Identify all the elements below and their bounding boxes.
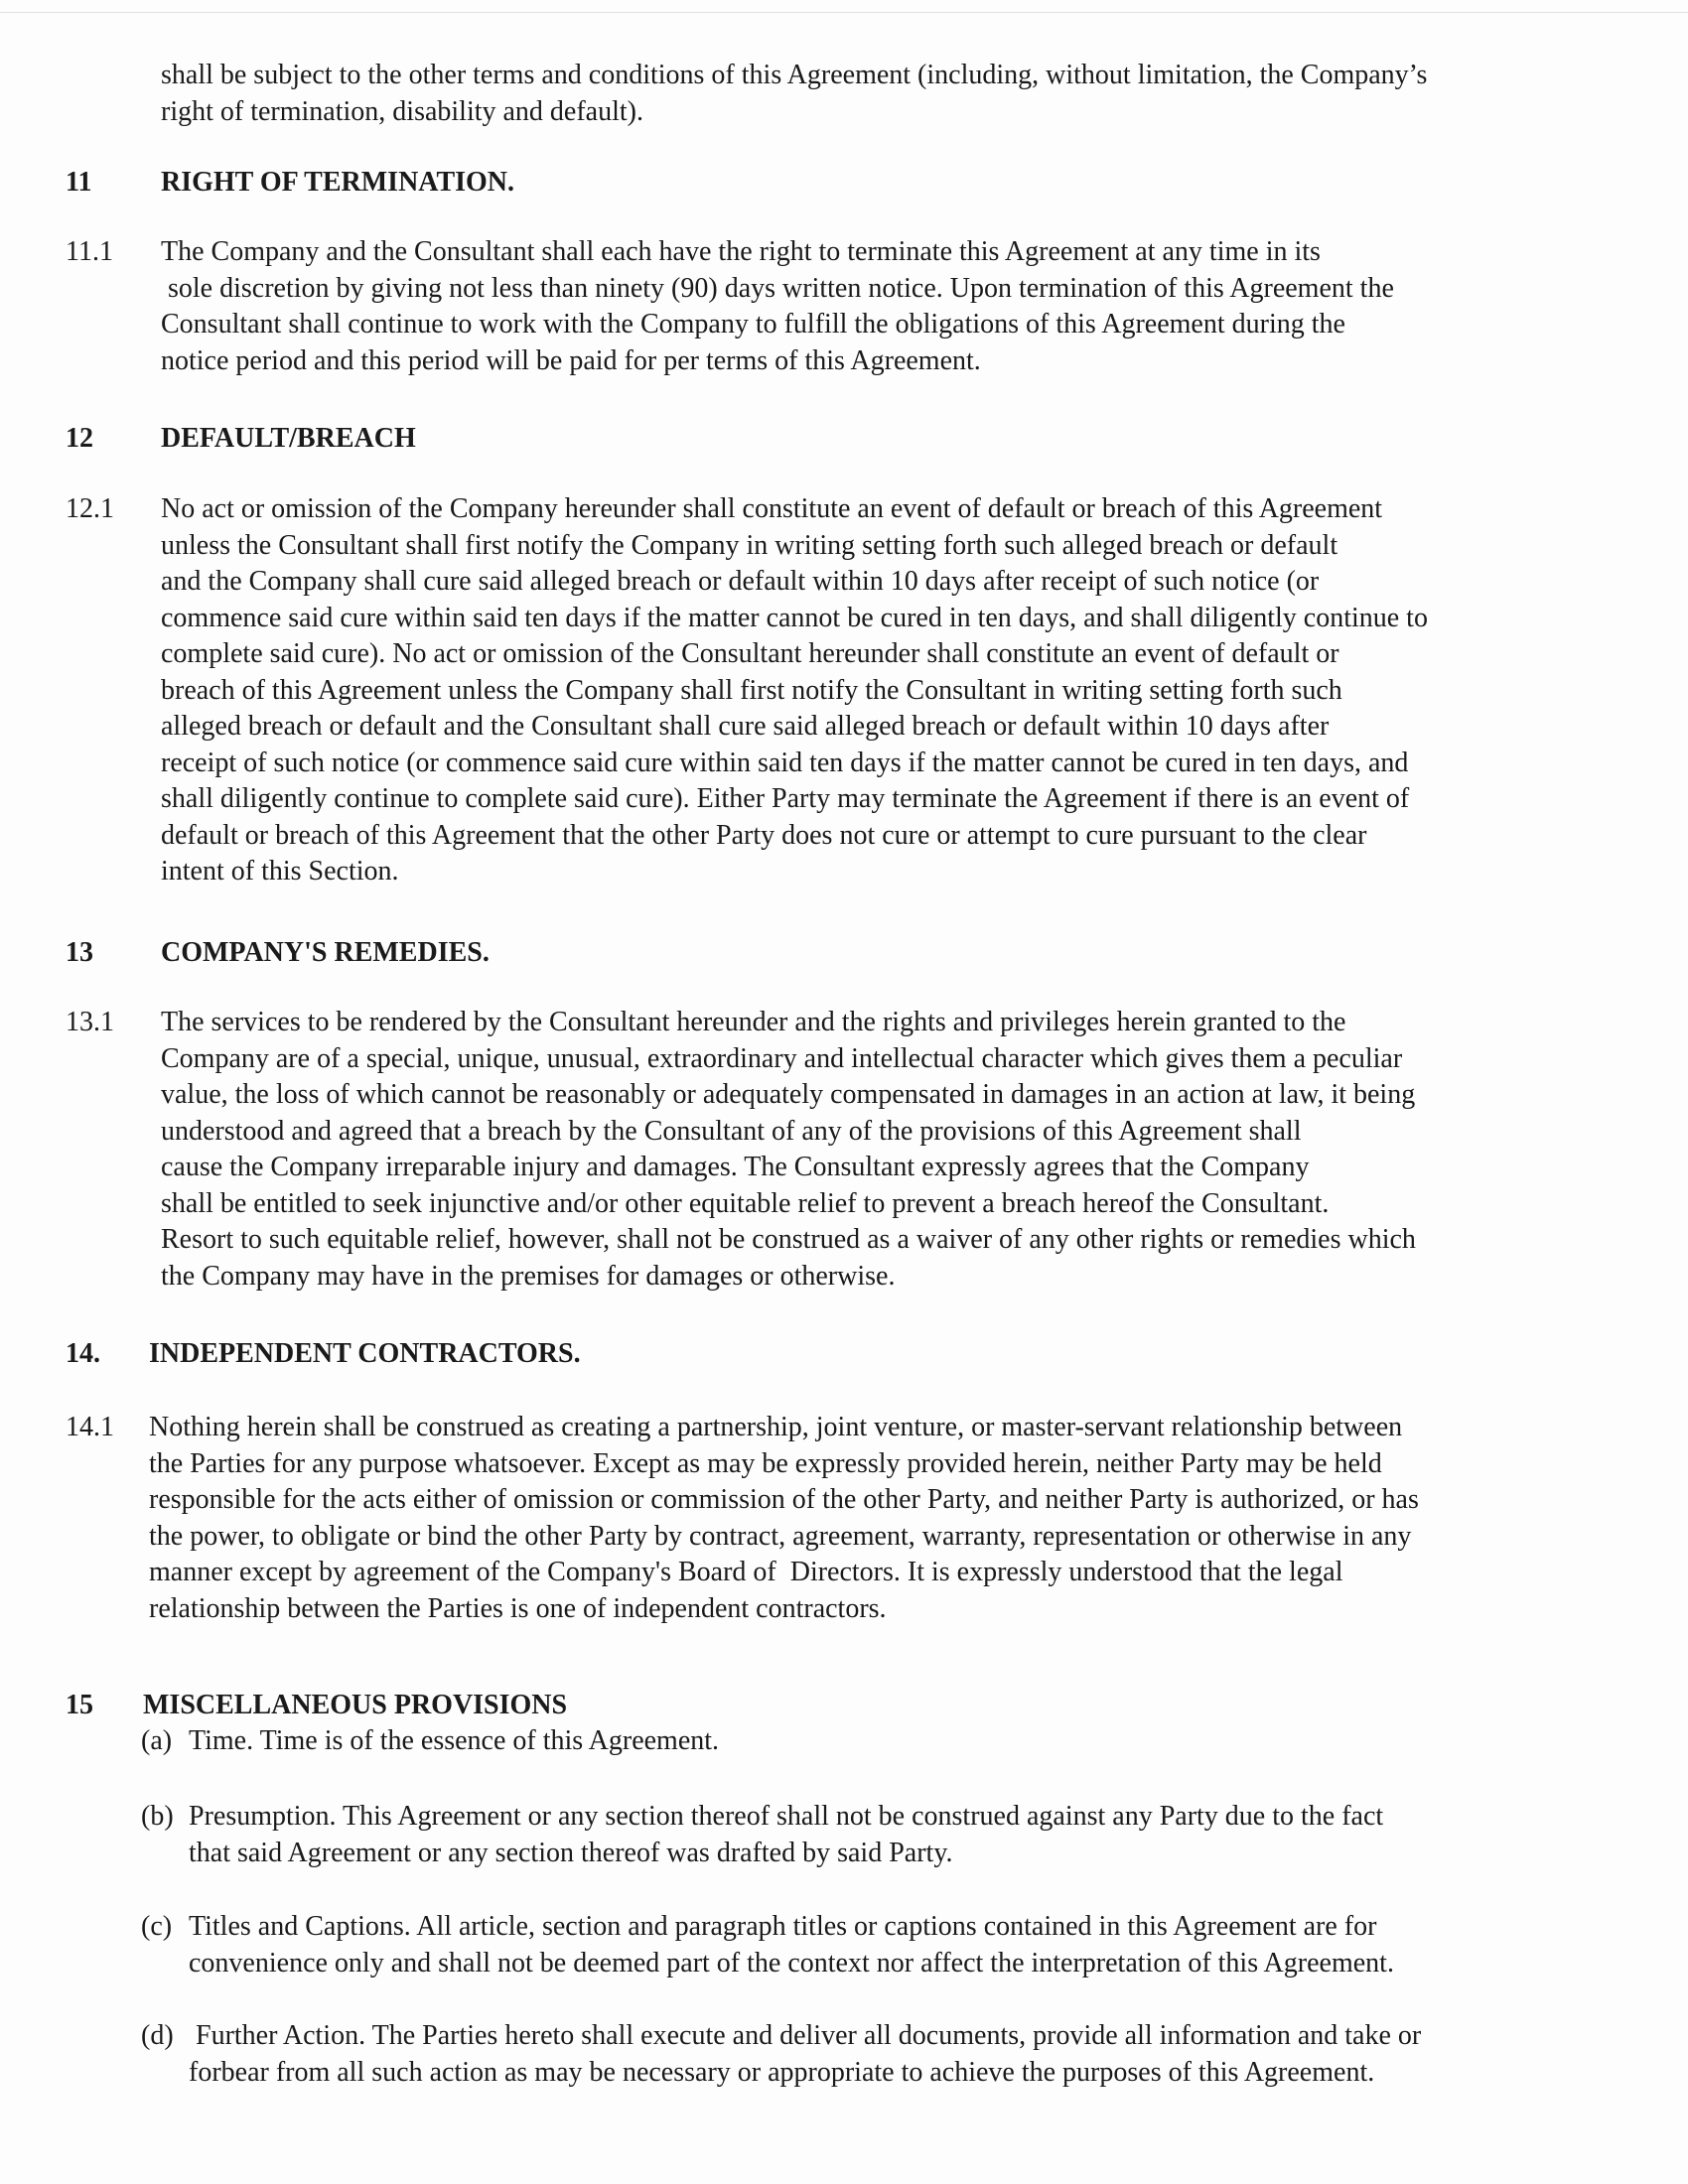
paragraph-text	[149, 1410, 1419, 1627]
text-line: complete said cure). No act or omission of the Consultant hereunder shall constitute an event of default or	[161, 638, 1339, 669]
text-line: alleged breach or default and the Consultant shall cure said alleged breach or default within 10 days after	[161, 711, 1330, 742]
text-line: shall diligently continue to complete said cure). Either Party may terminate the Agreement if there is an event of	[161, 783, 1410, 814]
paragraph-number: 11.1	[66, 236, 113, 267]
text-line: Presumption. This Agreement or any section thereof shall not be construed against any Party due to the fact	[189, 1801, 1384, 1832]
section-title: DEFAULT/BREACH	[161, 423, 416, 454]
list-item-text	[189, 2018, 1421, 2091]
section-title: RIGHT OF TERMINATION.	[161, 167, 515, 198]
text-line: responsible for the acts either of omission or commission of the other Party, and neither Party is authorized, or has	[149, 1484, 1419, 1515]
paragraph-text	[161, 491, 1428, 890]
text-line: value, the loss of which cannot be reasonably or adequately compensated in damages in an action at law, it being	[161, 1079, 1416, 1110]
list-item-label: (d)	[141, 2020, 174, 2051]
text-line: receipt of such notice (or commence said cure within said ten days if the matter cannot be cured in ten days, and	[161, 747, 1409, 778]
text-line: forbear from all such action as may be necessary or appropriate to achieve the purposes of this Agreement.	[189, 2056, 1375, 2088]
list-item-label: (a)	[141, 1725, 173, 1756]
text-line: unless the Consultant shall first notify the Company in writing setting forth such alleged breach or default	[161, 529, 1338, 561]
text-line: sole discretion by giving not less than ninety (90) days written notice. Upon termination of this Agreement the	[161, 272, 1394, 304]
text-line: notice period and this period will be paid for per terms of this Agreement.	[161, 344, 981, 376]
text-line: commence said cure within said ten days if the matter cannot be cured in ten days, and shall diligently continue to	[161, 602, 1428, 633]
text-line: Resort to such equitable relief, however, shall not be construed as a waiver of any other rights or remedies which	[161, 1224, 1416, 1255]
text-line: shall be subject to the other terms and conditions of this Agreement (including, without limitation, the Company’s	[161, 60, 1428, 90]
continuation-text	[161, 58, 1427, 130]
scan-edge-line	[0, 12, 1688, 13]
text-line: Titles and Captions. All article, section and paragraph titles or captions contained in this Agreement are for	[189, 1911, 1377, 1942]
text-line: The services to be rendered by the Consultant hereunder and the rights and privileges herein granted to the	[161, 1007, 1346, 1037]
section-number: 14.	[66, 1338, 100, 1369]
list-item-text	[189, 1799, 1383, 1871]
text-line: understood and agreed that a breach by the Consultant of any of the provisions of this Agreement shall	[161, 1115, 1302, 1147]
text-line: cause the Company irreparable injury and damages. The Consultant expressly agrees that the Company	[161, 1152, 1310, 1182]
section-title: COMPANY'S REMEDIES.	[161, 937, 490, 968]
text-line: The Company and the Consultant shall each have the right to terminate this Agreement at any time in its	[161, 236, 1321, 267]
paragraph-text	[161, 234, 1394, 379]
section-title: INDEPENDENT CONTRACTORS.	[149, 1338, 581, 1369]
list-item-text	[189, 1909, 1394, 1981]
text-line: convenience only and shall not be deemed part of the context nor affect the interpretation of this Agreement.	[189, 1947, 1394, 1979]
text-line: that said Agreement or any section thereof was drafted by said Party.	[189, 1837, 953, 1868]
text-line: the Parties for any purpose whatsoever. Except as may be expressly provided herein, neither Party may be held	[149, 1447, 1382, 1479]
list-item-text	[189, 1723, 719, 1760]
section-number: 15	[66, 1690, 93, 1720]
paragraph-text	[161, 1005, 1416, 1295]
section-title: MISCELLANEOUS PROVISIONS	[143, 1690, 568, 1720]
section-number: 13	[66, 937, 93, 968]
section-number: 11	[66, 167, 92, 198]
text-line: right of termination, disability and default).	[161, 95, 643, 127]
text-line: manner except by agreement of the Company's Board of Directors. It is expressly understood that the legal	[149, 1557, 1343, 1587]
text-line: the power, to obligate or bind the other Party by contract, agreement, warranty, representation or otherwise in any	[149, 1520, 1412, 1552]
text-line: shall be entitled to seek injunctive and/or other equitable relief to prevent a breach hereof the Consultant.	[161, 1187, 1330, 1219]
paragraph-number: 14.1	[66, 1412, 114, 1442]
text-line: and the Company shall cure said alleged breach or default within 10 days after receipt of such notice (or	[161, 566, 1320, 597]
paragraph-number: 13.1	[66, 1007, 114, 1037]
section-number: 12	[66, 423, 93, 454]
text-line: relationship between the Parties is one of independent contractors.	[149, 1592, 887, 1624]
text-line: Consultant shall continue to work with the Company to fulfill the obligations of this Agreement during the	[161, 309, 1345, 340]
text-line: Time. Time is of the essence of this Agreement.	[189, 1725, 720, 1756]
text-line: Company are of a special, unique, unusual, extraordinary and intellectual character which gives them a peculiar	[161, 1042, 1403, 1074]
list-item-label: (c)	[141, 1911, 173, 1942]
text-line: Further Action. The Parties hereto shall execute and deliver all documents, provide all information and take or	[189, 2020, 1422, 2051]
text-line: breach of this Agreement unless the Company shall first notify the Consultant in writing setting forth such	[161, 674, 1342, 706]
paragraph-number: 12.1	[66, 493, 114, 524]
text-line: the Company may have in the premises for damages or otherwise.	[161, 1260, 896, 1292]
text-line: No act or omission of the Company hereunder shall constitute an event of default or breach of this Agreement	[161, 493, 1383, 524]
text-line: intent of this Section.	[161, 856, 399, 887]
text-line: default or breach of this Agreement that the other Party does not cure or attempt to cure pursuant to the clear	[161, 819, 1367, 851]
text-line: Nothing herein shall be construed as creating a partnership, joint venture, or master-servant relationship between	[149, 1412, 1403, 1442]
list-item-label: (b)	[141, 1801, 174, 1832]
